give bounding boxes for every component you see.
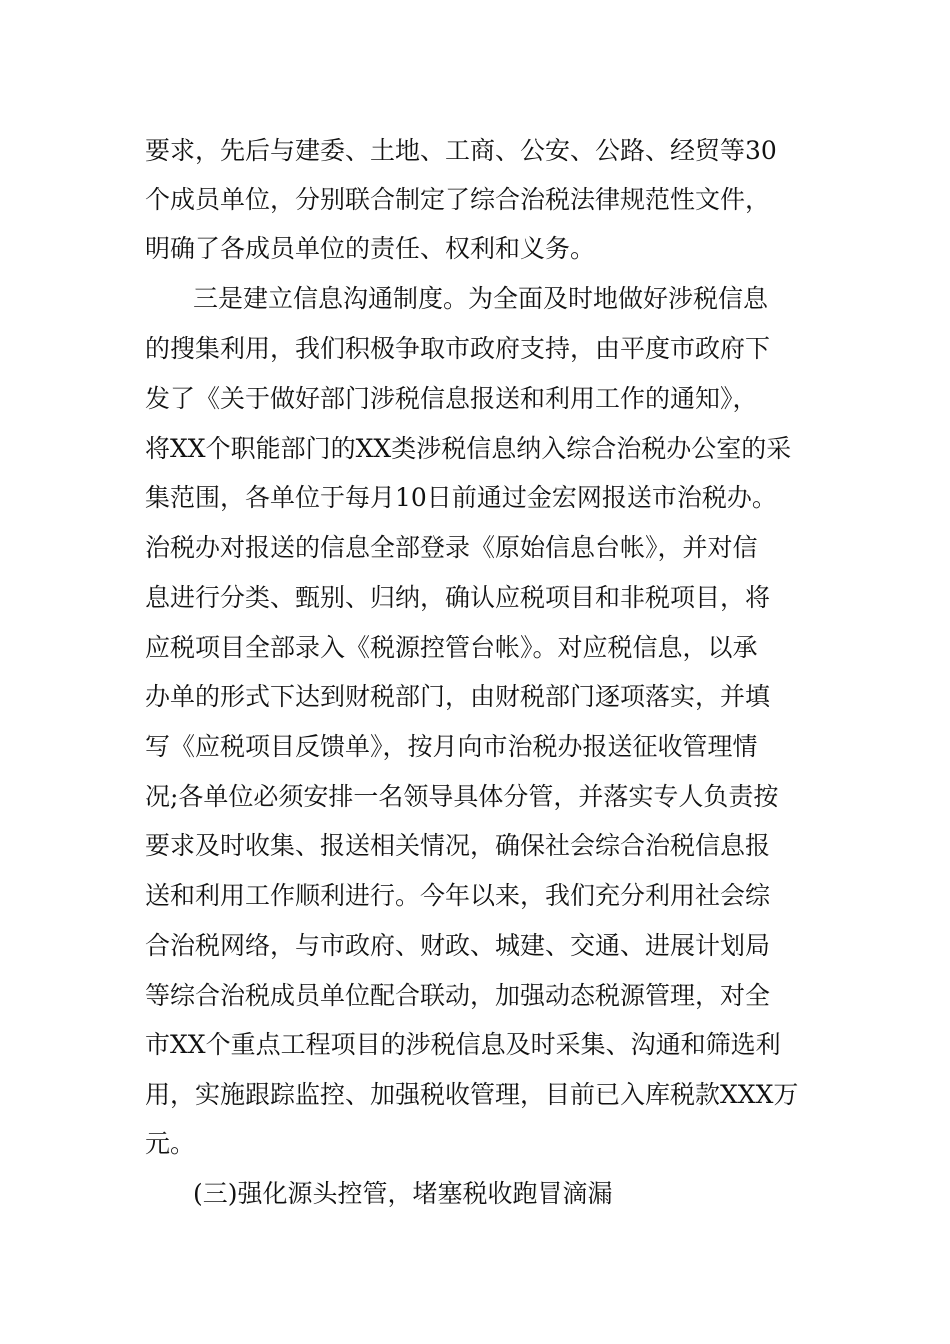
text-line: 要求及时收集、报送相关情况，确保社会综合治税信息报 bbox=[145, 831, 771, 860]
text-line: 要求，先后与建委、土地、工商、公安、公路、经贸等30 bbox=[145, 136, 777, 165]
text-line: 写《应税项目反馈单》，按月向市治税办报送征收管理情 bbox=[145, 732, 758, 761]
text-line: 治税办对报送的信息全部登录《原始信息台帐》，并对信 bbox=[145, 533, 758, 562]
section-heading: (三)强化源头控管，堵塞税收跑冒滴漏 bbox=[193, 1179, 613, 1208]
text-line: 集范围，各单位于每月10日前通过金宏网报送市治税办。 bbox=[145, 483, 777, 512]
text-line: 将XX个职能部门的XX类涉税信息纳入综合治税办公室的采 bbox=[145, 434, 792, 463]
text-line: 发了《关于做好部门涉税信息报送和利用工作的通知》， bbox=[145, 384, 758, 413]
paragraph-start-line: 三是建立信息沟通制度。为全面及时地做好涉税信息 bbox=[193, 284, 769, 313]
text-line: 息进行分类、甄别、归纳，确认应税项目和非税项目，将 bbox=[145, 583, 771, 612]
text-line: 市XX个重点工程项目的涉税信息及时采集、沟通和筛选利 bbox=[145, 1030, 781, 1059]
text-line: 个成员单位，分别联合制定了综合治税法律规范性文件， bbox=[145, 185, 771, 214]
text-line: 用，实施跟踪监控、加强税收管理，目前已入库税款XXX万 bbox=[145, 1080, 799, 1109]
text-line: 合治税网络，与市政府、财政、城建、交通、进展计划局 bbox=[145, 931, 771, 960]
text-line: 应税项目全部录入《税源控管台帐》。对应税信息，以承 bbox=[145, 633, 758, 662]
text-line: 明确了各成员单位的责任、权利和义务。 bbox=[145, 234, 596, 263]
text-line: 元。 bbox=[145, 1129, 196, 1158]
text-line: 送和利用工作顺利进行。今年以来，我们充分利用社会综 bbox=[145, 881, 771, 910]
text-line: 等综合治税成员单位配合联动，加强动态税源管理，对全 bbox=[145, 981, 771, 1010]
text-line: 的搜集利用，我们积极争取市政府支持，由平度市政府下 bbox=[145, 334, 771, 363]
text-line: 办单的形式下达到财税部门，由财税部门逐项落实，并填 bbox=[145, 682, 771, 711]
text-line: 况;各单位必须安排一名领导具体分管，并落实专人负责按 bbox=[145, 782, 779, 811]
